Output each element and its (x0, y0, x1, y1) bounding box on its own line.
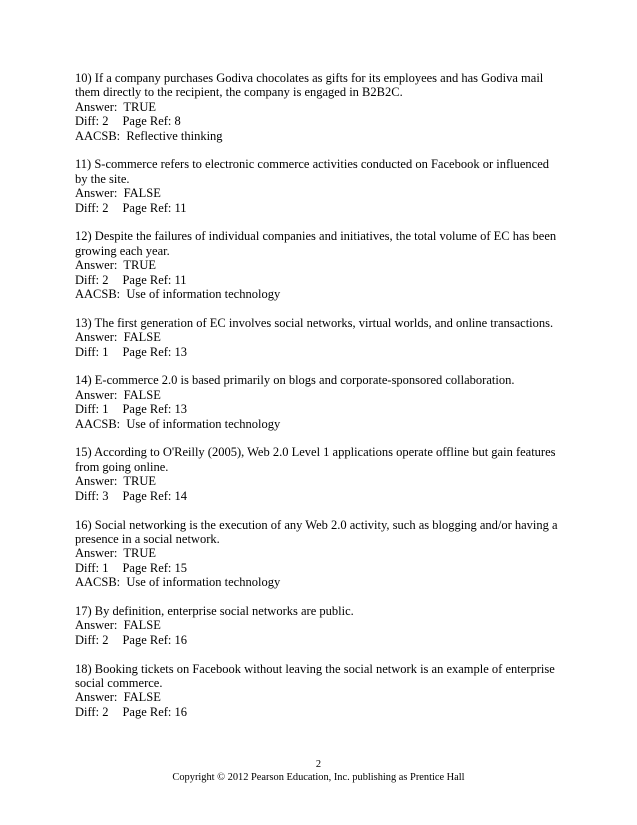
answer-line: Answer: TRUE (75, 99, 157, 114)
page-ref-value: Page Ref: 11 (122, 272, 187, 287)
answer-line: Answer: FALSE (75, 330, 161, 345)
diff-value: Diff: 2 (75, 704, 109, 719)
question-block (75, 71, 564, 143)
answer-line: Answer: TRUE (75, 546, 157, 561)
diff-value: Diff: 2 (75, 272, 109, 287)
answer-line: Answer: TRUE (75, 474, 157, 489)
question-text: 12) Despite the failures of individual companies and initiatives, the total volume of EC has been growing each year. (75, 229, 560, 258)
question-text: 18) Booking tickets on Facebook without leaving the social network is an example of enterprise social commerce. (75, 661, 558, 690)
aacsb-line: AACSB: Reflective thinking (75, 128, 223, 143)
question-text: 13) The first generation of EC involves social networks, virtual worlds, and online transactions. (75, 315, 554, 330)
diff-value: Diff: 2 (75, 114, 109, 129)
question-list (75, 71, 564, 719)
aacsb-line: AACSB: Use of information technology (75, 575, 281, 590)
page-number: 2 (315, 759, 322, 770)
diff-line (75, 633, 564, 647)
diff-line (75, 201, 564, 215)
question-block (75, 229, 564, 301)
page-ref-value: Page Ref: 8 (122, 114, 181, 129)
page-ref-value: Page Ref: 11 (122, 200, 187, 215)
question-text: 10) If a company purchases Godiva chocolates as gifts for its employees and has Godiva mail them directly to the recipient, the company is engaged in B2B2C. (75, 71, 547, 100)
question-block (75, 373, 564, 431)
answer-line: Answer: FALSE (75, 618, 161, 633)
diff-value: Diff: 1 (75, 344, 109, 359)
question-block (75, 662, 564, 720)
diff-line (75, 114, 564, 128)
answer-line: Answer: FALSE (75, 387, 161, 402)
diff-line (75, 489, 564, 503)
answer-line: Answer: FALSE (75, 186, 161, 201)
page-ref-value: Page Ref: 16 (122, 704, 188, 719)
aacsb-line: AACSB: Use of information technology (75, 287, 281, 302)
diff-value: Diff: 2 (75, 632, 109, 647)
question-text: 11) S-commerce refers to electronic commerce activities conducted on Facebook or influenced by the site. (75, 157, 553, 186)
diff-value: Diff: 3 (75, 488, 109, 503)
page-ref-value: Page Ref: 14 (122, 488, 188, 503)
question-text: 14) E-commerce 2.0 is based primarily on blogs and corporate-sponsored collaboration. (75, 373, 515, 388)
diff-line (75, 402, 564, 416)
diff-line (75, 705, 564, 719)
page-ref-value: Page Ref: 16 (122, 632, 188, 647)
question-block (75, 316, 564, 359)
question-text: 16) Social networking is the execution of any Web 2.0 activity, such as blogging and/or having a presence in a social network. (75, 517, 561, 546)
question-block (75, 445, 564, 503)
page-ref-value: Page Ref: 15 (122, 560, 188, 575)
question-block (75, 157, 564, 215)
diff-value: Diff: 2 (75, 200, 109, 215)
page-footer (0, 758, 637, 784)
diff-line (75, 345, 564, 359)
page-ref-value: Page Ref: 13 (122, 402, 188, 417)
diff-value: Diff: 1 (75, 402, 109, 417)
diff-value: Diff: 1 (75, 560, 109, 575)
diff-line (75, 273, 564, 287)
page-ref-value: Page Ref: 13 (122, 344, 188, 359)
question-text: 17) By definition, enterprise social networks are public. (75, 603, 354, 618)
question-block (75, 604, 564, 647)
copyright-line: Copyright © 2012 Pearson Education, Inc. publishing as Prentice Hall (172, 772, 465, 784)
question-text: 15) According to O'Reilly (2005), Web 2.0 Level 1 applications operate offline but gain features from going online. (75, 445, 559, 474)
answer-line: Answer: TRUE (75, 258, 157, 273)
answer-line: Answer: FALSE (75, 690, 161, 705)
document-page-content (75, 71, 564, 734)
question-block (75, 518, 564, 590)
aacsb-line: AACSB: Use of information technology (75, 416, 281, 431)
diff-line (75, 561, 564, 575)
